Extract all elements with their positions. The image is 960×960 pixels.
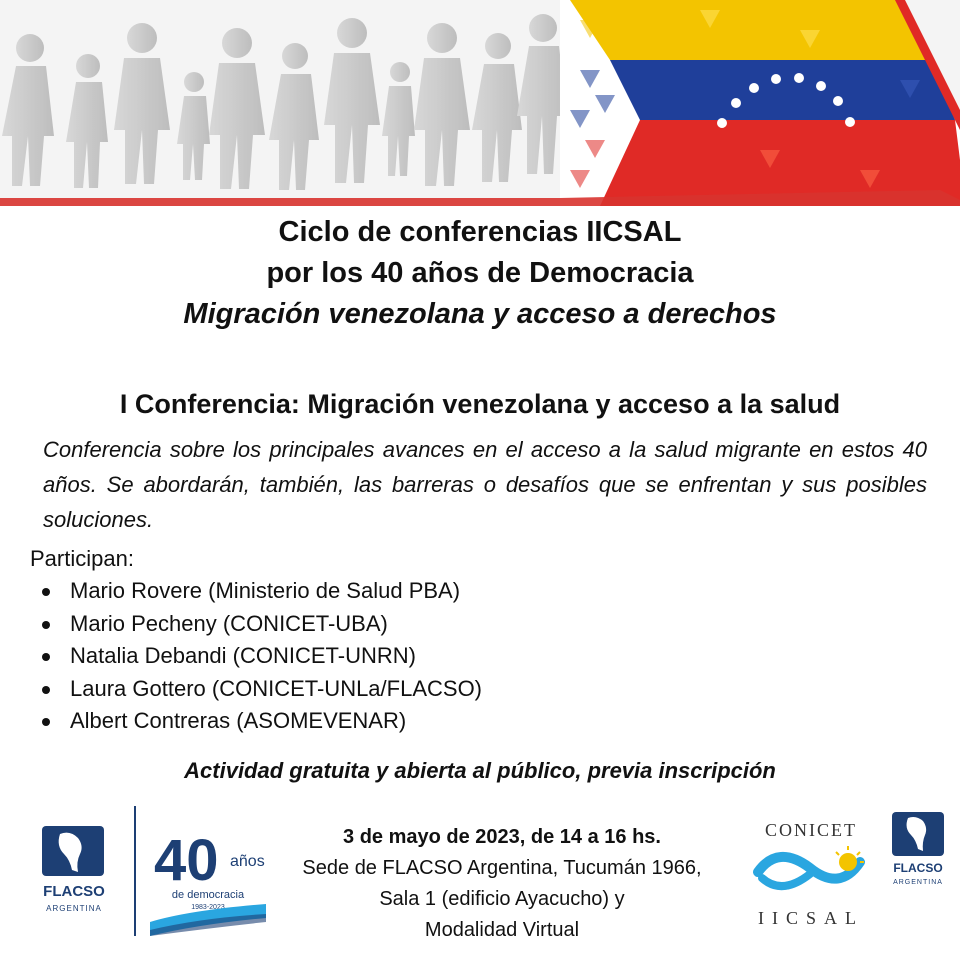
list-item (30, 673, 482, 706)
flacso-name-right: FLACSO (893, 861, 943, 875)
series-subtitle: por los 40 años de Democracia (266, 257, 694, 289)
forty-number: 40 (154, 828, 219, 893)
participant-name: Mario Pecheny (CONICET-UBA) (70, 610, 388, 636)
participant-name: Natalia Debandi (CONICET-UNRN) (70, 643, 416, 668)
forty-caption: de democracia (171, 889, 245, 901)
conference-title: I Conferencia: Migración venezolana y acceso a la salud (119, 389, 841, 419)
header-banner (0, 0, 960, 206)
forty-years-democracy-logo (150, 818, 266, 936)
event-modality: Modalidad Virtual (424, 919, 580, 941)
conicet-iicsal-logo (744, 816, 878, 932)
event-header (0, 212, 960, 335)
bullet-icon (42, 588, 50, 596)
event-room: Sala 1 (edificio Ayacucho) y (379, 888, 625, 910)
flacso-argentina-logo-right (886, 812, 950, 892)
conference-description: Conferencia sobre los principales avances en el acceso a la salud migrante en estos 40 años. Se abordarán, también, las barreras o desafíos que se enfrentan y sus posibles soluciones. (43, 437, 927, 532)
banner-illustration (0, 0, 960, 206)
series-title: Ciclo de conferencias IICSAL (278, 216, 682, 248)
flacso-argentina-logo (34, 826, 114, 918)
series-theme: Migración venezolana y acceso a derechos (183, 298, 777, 330)
list-item (30, 608, 482, 641)
bullet-icon (42, 621, 50, 629)
conicet-name: CONICET (765, 820, 857, 840)
event-details (272, 822, 732, 946)
iicsal-name: IICSAL (758, 908, 864, 928)
free-activity-notice: Actividad gratuita y abierta al público, previa inscripción (184, 758, 776, 783)
flacso-sub-right: ARGENTINA (893, 879, 943, 886)
forty-years: 1983-2023 (191, 904, 225, 911)
forty-word: años (230, 853, 265, 870)
participant-name: Albert Contreras (ASOMEVENAR) (70, 708, 407, 733)
footer-divider (134, 806, 136, 936)
list-item (30, 575, 482, 608)
flacso-name: FLACSO (43, 883, 105, 900)
bullet-icon (42, 718, 50, 726)
participant-name: Mario Rovere (Ministerio de Salud PBA) (70, 578, 461, 603)
participants-label: Participan: (30, 546, 134, 571)
bullet-icon (42, 686, 50, 694)
event-date: 3 de mayo de 2023, de 14 a 16 hs. (343, 826, 661, 848)
list-item (30, 705, 482, 738)
event-venue: Sede de FLACSO Argentina, Tucumán 1966, (302, 857, 702, 879)
participants-list (30, 575, 482, 738)
list-item (30, 640, 482, 673)
bullet-icon (42, 653, 50, 661)
flacso-sub: ARGENTINA (46, 904, 102, 913)
participant-name: Laura Gottero (CONICET-UNLa/FLACSO) (70, 675, 483, 701)
venezuela-flag (560, 0, 960, 206)
